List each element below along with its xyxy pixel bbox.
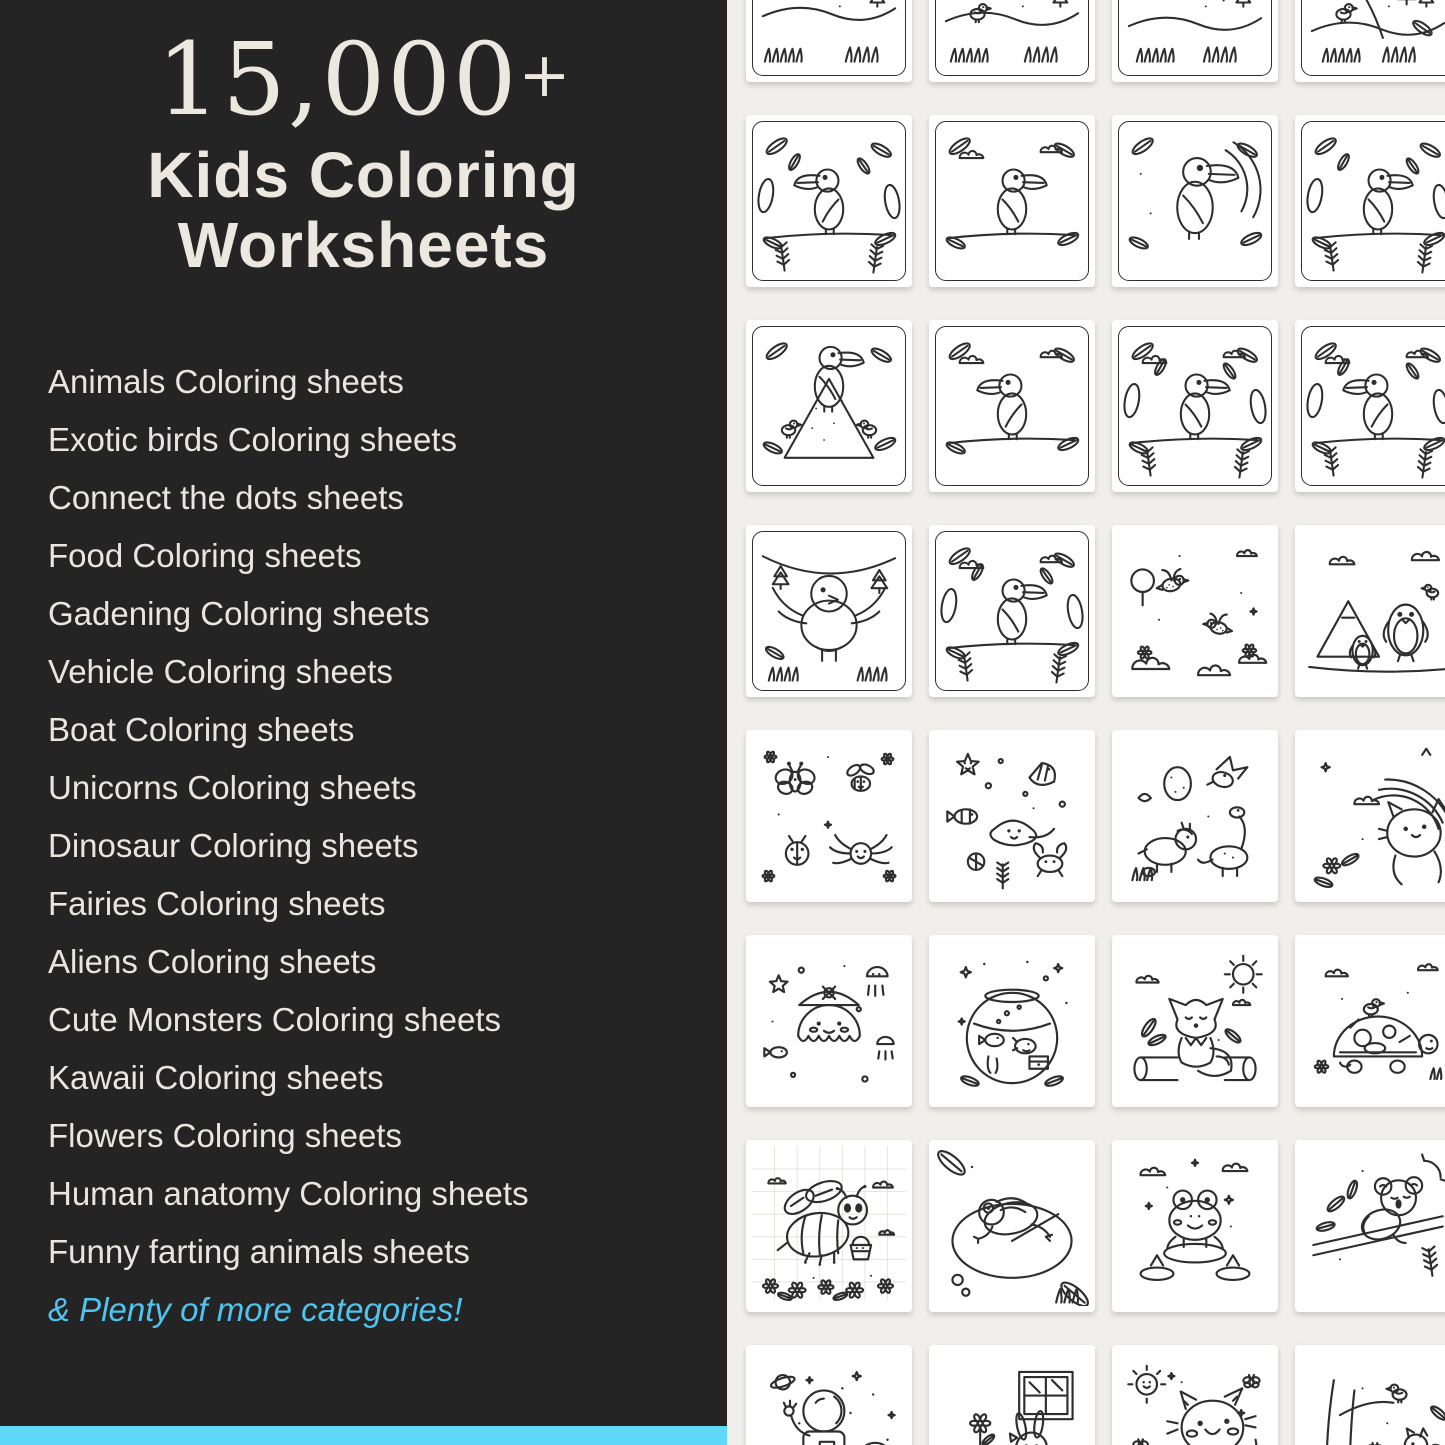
coloring-line-art xyxy=(752,736,906,896)
worksheet-art-dinos xyxy=(1118,736,1272,896)
coloring-line-art xyxy=(938,329,1086,483)
worksheet-art-nature-scene xyxy=(755,0,903,73)
headline-line1: Kids Coloring xyxy=(147,139,580,211)
coloring-line-art xyxy=(752,941,906,1101)
category-list xyxy=(0,353,727,1281)
worksheet-card xyxy=(1295,0,1445,82)
worksheet-art-cute-bugs xyxy=(752,736,906,896)
worksheet-art-toucan-scene xyxy=(938,124,1086,278)
coloring-line-art xyxy=(935,736,1089,896)
coloring-line-art xyxy=(935,1351,1089,1445)
coloring-line-art xyxy=(1304,124,1445,278)
coloring-line-art xyxy=(1118,1146,1272,1306)
worksheet-art-bunny-teacup xyxy=(935,1351,1089,1445)
category-item: Food Coloring sheets xyxy=(48,536,362,574)
coloring-line-art xyxy=(1118,531,1272,691)
worksheet-card xyxy=(746,730,912,902)
worksheet-card xyxy=(746,320,912,492)
worksheet-art-toucan-scene xyxy=(938,534,1086,688)
card-frame xyxy=(1118,326,1272,486)
card-frame xyxy=(935,121,1089,281)
worksheet-card xyxy=(1295,1345,1445,1445)
coloring-line-art xyxy=(1118,736,1272,896)
worksheet-art-squirrel-tree xyxy=(1301,1351,1445,1445)
coloring-line-art xyxy=(1118,1351,1272,1445)
worksheet-card xyxy=(929,1140,1095,1312)
category-item: Human anatomy Coloring sheets xyxy=(48,1174,529,1212)
worksheet-art-toucan-scene xyxy=(755,124,903,278)
card-frame xyxy=(1118,121,1272,281)
worksheet-art-toucan-scene xyxy=(1304,124,1445,278)
worksheet-card xyxy=(1112,1140,1278,1312)
worksheet-card xyxy=(746,1345,912,1445)
coloring-line-art xyxy=(938,124,1086,278)
worksheet-card xyxy=(929,730,1095,902)
coloring-line-art xyxy=(752,1146,906,1306)
worksheet-card xyxy=(1112,935,1278,1107)
worksheet-art-octopus xyxy=(752,941,906,1101)
card-frame xyxy=(752,531,906,691)
worksheet-card xyxy=(929,1345,1095,1445)
worksheet-card xyxy=(1112,320,1278,492)
worksheet-card xyxy=(1295,1140,1445,1312)
worksheet-art-frog-lily xyxy=(935,1146,1089,1306)
worksheet-art-nature-scene xyxy=(1121,0,1269,73)
worksheet-art-nature-scene xyxy=(938,0,1086,73)
worksheet-art-turtle xyxy=(1301,941,1445,1101)
card-frame xyxy=(752,121,906,281)
coloring-line-art xyxy=(755,124,903,278)
coloring-line-art xyxy=(935,1146,1089,1306)
worksheet-card xyxy=(746,115,912,287)
accent-strip xyxy=(0,1426,727,1445)
worksheet-card xyxy=(1295,935,1445,1107)
worksheet-card xyxy=(929,0,1095,82)
worksheet-art-astronaut xyxy=(752,1351,906,1445)
worksheet-art-birds-garden xyxy=(1118,531,1272,691)
coloring-line-art xyxy=(1121,329,1269,483)
category-item: Unicorns Coloring sheets xyxy=(48,768,417,806)
worksheet-art-big-bird xyxy=(755,534,903,688)
worksheet-art-kawaii-cat xyxy=(1118,1351,1272,1445)
worksheet-art-koala xyxy=(1301,1146,1445,1306)
worksheet-art-nature-scene xyxy=(1304,0,1445,73)
headline-plus: + xyxy=(518,38,571,111)
worksheet-card xyxy=(1112,0,1278,82)
headline-count: 15,000+ xyxy=(156,21,571,138)
coloring-line-art xyxy=(1118,941,1272,1101)
worksheet-card xyxy=(1112,525,1278,697)
worksheet-grid xyxy=(746,0,1445,1445)
category-item: Fairies Coloring sheets xyxy=(48,884,386,922)
category-item: Gadening Coloring sheets xyxy=(48,594,430,632)
category-item: Exotic birds Coloring sheets xyxy=(48,420,458,458)
coloring-line-art xyxy=(1304,329,1445,483)
category-item: Kawaii Coloring sheets xyxy=(48,1058,384,1096)
worksheet-card xyxy=(929,935,1095,1107)
worksheet-art-toucan-scene xyxy=(938,329,1086,483)
category-item: Aliens Coloring sheets xyxy=(48,942,377,980)
headline-line2: Worksheets xyxy=(177,209,550,282)
card-frame xyxy=(1301,326,1445,486)
more-categories-note: & Plenty of more categories! xyxy=(48,1290,463,1328)
category-item: Connect the dots sheets xyxy=(48,478,404,516)
worksheet-art-cat-rainbow xyxy=(1301,736,1445,896)
worksheet-art-toucan-scene xyxy=(755,329,903,483)
card-frame xyxy=(1301,121,1445,281)
category-item: Boat Coloring sheets xyxy=(48,710,355,748)
worksheet-art-fox xyxy=(1118,941,1272,1101)
coloring-line-art xyxy=(752,1351,906,1445)
coloring-line-art xyxy=(1121,0,1269,73)
worksheet-art-toucan-scene xyxy=(1304,329,1445,483)
coloring-line-art xyxy=(938,534,1086,688)
worksheet-art-sea-creatures xyxy=(935,736,1089,896)
category-item: Funny farting animals sheets xyxy=(48,1232,470,1270)
worksheet-art-fishbowl xyxy=(935,941,1089,1101)
worksheet-card xyxy=(1295,525,1445,697)
worksheet-art-penguins xyxy=(1301,531,1445,691)
worksheet-card xyxy=(1295,115,1445,287)
worksheet-card xyxy=(746,1140,912,1312)
worksheet-card xyxy=(1112,730,1278,902)
coloring-line-art xyxy=(755,534,903,688)
category-item: Cute Monsters Coloring sheets xyxy=(48,1000,502,1038)
card-frame xyxy=(935,531,1089,691)
coloring-line-art xyxy=(1301,941,1445,1101)
card-frame xyxy=(935,326,1089,486)
card-frame xyxy=(935,0,1089,76)
worksheet-card xyxy=(929,115,1095,287)
coloring-line-art xyxy=(1301,736,1445,896)
worksheet-card xyxy=(1112,115,1278,287)
category-item: Dinosaur Coloring sheets xyxy=(48,826,419,864)
worksheet-card xyxy=(1295,730,1445,902)
coloring-line-art xyxy=(1301,1146,1445,1306)
category-item: Animals Coloring sheets xyxy=(48,362,404,400)
worksheet-card xyxy=(746,525,912,697)
card-frame xyxy=(752,0,906,76)
worksheet-card xyxy=(929,525,1095,697)
worksheet-art-toucan-scene xyxy=(1121,329,1269,483)
card-frame xyxy=(752,326,906,486)
headline-title xyxy=(0,140,727,281)
worksheet-card xyxy=(1295,320,1445,492)
coloring-line-art xyxy=(755,329,903,483)
coloring-line-art xyxy=(1304,0,1445,73)
worksheet-card xyxy=(746,0,912,82)
worksheet-card xyxy=(1112,1345,1278,1445)
coloring-line-art xyxy=(938,0,1086,73)
worksheet-card xyxy=(929,320,1095,492)
worksheet-art-cute-frog xyxy=(1118,1146,1272,1306)
coloring-line-art xyxy=(1121,124,1269,278)
card-frame xyxy=(1301,0,1445,76)
coloring-line-art xyxy=(1301,531,1445,691)
worksheet-art-toucan-scene xyxy=(1121,124,1269,278)
worksheet-art-bee xyxy=(752,1146,906,1306)
card-frame xyxy=(1118,0,1272,76)
category-item: Vehicle Coloring sheets xyxy=(48,652,393,690)
title-block xyxy=(0,21,727,282)
worksheet-card xyxy=(746,935,912,1107)
coloring-line-art xyxy=(935,941,1089,1101)
coloring-line-art xyxy=(755,0,903,73)
coloring-line-art xyxy=(1301,1351,1445,1445)
category-item: Flowers Coloring sheets xyxy=(48,1116,402,1154)
